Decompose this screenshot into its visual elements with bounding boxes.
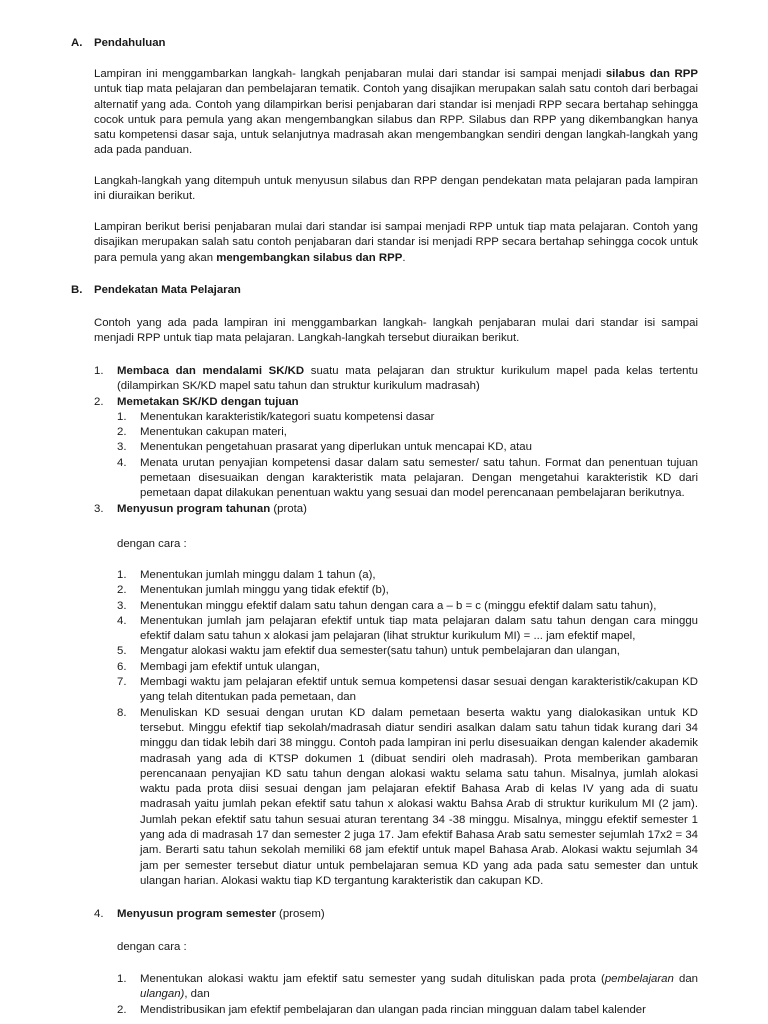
section-b-title: Pendekatan Mata Pelajaran bbox=[94, 284, 241, 296]
step-number: 4. bbox=[94, 908, 104, 920]
item-text: Membagi jam efektif untuk ulangan, bbox=[140, 660, 320, 673]
step-4 bbox=[94, 907, 698, 922]
item-text: Mendistribusikan jam efektif pembelajaran dan ulangan pada rincian mingguan dalam tabel kalender bbox=[140, 1003, 646, 1016]
step-3-dengan-cara: dengan cara : bbox=[117, 538, 187, 550]
item-number: 2. bbox=[117, 426, 127, 439]
list-item bbox=[117, 425, 698, 440]
section-b-paragraph-1: Contoh yang ada pada lampiran ini menggambarkan langkah- langkah penjabaran mulai dari standar isi sampai menjadi RPP untuk tiap mata pelajaran. Langkah-langkah tersebut diuraikan berikut. bbox=[94, 317, 698, 345]
item-text: Menentukan karakteristik/kategori suatu kompetensi dasar bbox=[140, 410, 435, 423]
item-text: Membagi waktu jam pelajaran efektif untuk semua kompetensi dasar sesuai dengan karakteristik/cakupan KD yang telah ditentukan pada pemetaan, dan bbox=[140, 676, 698, 704]
para-text: Lampiran ini menggambarkan langkah- langkah penjabaran mulai dari standar isi sampai menjadi bbox=[94, 68, 606, 80]
step-text: (prosem) bbox=[275, 908, 325, 920]
step-title: Memetakan SK/KD dengan tujuan bbox=[117, 395, 299, 408]
list-item bbox=[117, 1003, 698, 1018]
item-text: Menata urutan penyajian kompetensi dasar dalam satu semester/ satu tahun. Format dan penentuan tujuan pemetaan disesuaikan dengan karakteristik mata pelajaran. Dengan mengetahui karakteristik KD dari pemetaan dapat dilakukan penentuan waktu yang sesuai dan model perencanaan pembelajaran berikutnya. bbox=[140, 456, 698, 500]
item-number: 5. bbox=[117, 645, 127, 658]
step-text: suatu mata pelajaran dan struktur kurikulum mapel pada kelas tertentu (dilampirkan SK/KD mapel satu tahun dan struktur kurikulum madrasah) bbox=[117, 365, 699, 393]
item-text: Menentukan jumlah minggu dalam 1 tahun (a), bbox=[140, 569, 376, 581]
item-number: 7. bbox=[117, 676, 127, 689]
item-text: Menentukan jumlah minggu yang tidak efektif (b), bbox=[140, 584, 389, 597]
item-number: 3. bbox=[117, 441, 127, 454]
list-item bbox=[117, 706, 698, 890]
item-number: 2. bbox=[117, 584, 127, 597]
list-item bbox=[117, 583, 698, 598]
list-item bbox=[117, 599, 698, 614]
step-number: 3. bbox=[94, 502, 104, 515]
item-number: 4. bbox=[117, 614, 127, 627]
item-number: 1. bbox=[117, 410, 127, 423]
item-text: dan bbox=[673, 973, 698, 985]
item-italic-text: ulangan) bbox=[140, 988, 185, 1001]
item-number: 6. bbox=[117, 660, 127, 673]
list-item bbox=[117, 644, 698, 659]
step-title: Membaca dan mendalami SK/KD bbox=[117, 365, 305, 377]
step-3 bbox=[94, 502, 698, 517]
item-italic-text: pembelajaran bbox=[604, 973, 674, 985]
step-2-sublist bbox=[117, 410, 698, 502]
step-4-sublist bbox=[117, 972, 698, 1018]
section-a-paragraph-2: Langkah-langkah yang ditempuh untuk menyusun silabus dan RPP dengan pendekatan mata pelajaran pada lampiran ini diuraikan berikut. bbox=[94, 175, 698, 203]
item-number: 3. bbox=[117, 599, 127, 612]
step-2 bbox=[94, 395, 698, 502]
list-item bbox=[117, 614, 698, 645]
para-text: untuk tiap mata pelajaran dan pembelajaran tematik. Contoh yang disajikan merupakan salah satu contoh dari berbagai alternatif yang ada. Contoh yang dilampirkan berisi penjabaran dari standar isi menjadi RPP secara bertahap sehingga cocok untuk para pemula yang akan mengembangkan silabus dan RPP. Silabus dan RPP yang dikembangkan hanya satu kompetensi dasar saja, untuk selanjutnya madrasah akan mengembangkan sendiri dengan langkah-langkah yang ada pada panduan. bbox=[94, 83, 698, 157]
list-item bbox=[117, 972, 698, 1003]
section-a-heading bbox=[71, 36, 166, 51]
item-number: 2. bbox=[117, 1003, 127, 1016]
step-title: Menyusun program tahunan bbox=[117, 502, 271, 515]
item-number: 4. bbox=[117, 456, 127, 469]
item-text: Menuliskan KD sesuai dengan urutan KD dalam pemetaan beserta waktu yang dialokasikan untuk KD tersebut. Minggu efektif tiap sekolah/madrasah diatur sendiri asalkan dalam satu tahun tidak kurang dari 34 minggu dan tidak lebih dari 38 minggu. Contoh pada lampiran ini perlu disesuaikan dengan kalender akademik madrasah yang ada di KTSP dokumen 1 (dibuat sendiri oleh madrasah). Prota memberikan gambaran perencanaan penyajian KD satu tahun dengan alokasi waktu selama satu tahun. Misalnya, jumlah alokasi waktu pada prota diisi sesuai dengan jam pelajaran efektif Bahasa Arab di kelas IV yang ada di suatu madrasah yaitu jumlah pekan efektif satu tahun x alokasi waktu Bahsa Arab di struktur kurikulum MI (2 jam). Jumlah pekan efektif satu tahun sesuai aturan terentang 34 -38 minggu. Misalnya, minggu efektif semester 1 yang ada di madrasah 17 dan semester 2 juga 17. Jam efektif Bahasa Arab satu semester sejumlah 17x2 = 34 jam. Berarti satu tahun sekolah memiliki 68 jam efektif untuk mapel Bahasa Arab. Alokasi waktu sejumlah 34 jam per semester tersebut diatur untuk pembelajaran semua KD yang ada pada satu semester dan untuk ulangan harian. Alokasi waktu tiap KD tergantung karakteristik dan cakupan KD. bbox=[140, 706, 698, 887]
item-text: , dan bbox=[184, 988, 210, 1001]
item-number: 8. bbox=[117, 706, 127, 719]
step-number: 2. bbox=[94, 395, 104, 408]
step-number: 1. bbox=[94, 365, 104, 377]
step-text: (prota) bbox=[270, 502, 307, 515]
para-bold-text: silabus dan RPP bbox=[605, 68, 698, 80]
step-4-heading bbox=[94, 907, 698, 922]
list-item bbox=[117, 568, 698, 583]
item-text: Menentukan pengetahuan prasarat yang diperlukan untuk mencapai KD, atau bbox=[140, 441, 532, 454]
item-text: Menentukan cakupan materi, bbox=[140, 426, 287, 439]
list-item bbox=[117, 675, 698, 706]
item-text: Menentukan minggu efektif dalam satu tahun dengan cara a – b = c (minggu efektif dalam satu tahun), bbox=[140, 599, 657, 612]
list-item bbox=[117, 440, 698, 455]
section-b-number: B. bbox=[71, 284, 83, 296]
list-item bbox=[117, 410, 698, 425]
step-title: Menyusun program semester bbox=[117, 908, 276, 920]
item-text: Mengatur alokasi waktu jam efektif dua semester(satu tahun) untuk pembelajaran dan ulangan, bbox=[140, 645, 620, 658]
section-a-title: Pendahuluan bbox=[94, 37, 166, 49]
step-1 bbox=[94, 364, 698, 395]
section-a-number: A. bbox=[71, 37, 83, 49]
section-a-paragraph-1 bbox=[94, 67, 698, 159]
step-3-sublist bbox=[117, 568, 698, 889]
section-a-paragraph-3 bbox=[94, 220, 698, 266]
item-text: Menentukan jumlah jam pelajaran efektif untuk tiap mata pelajaran dalam satu tahun dengan cara minggu efektif dalam satu tahun x alokasi jam pelajaran (lihat struktur kurikulum MI) = ... jam efektif mapel, bbox=[140, 614, 698, 643]
list-item bbox=[117, 456, 698, 502]
item-text: Menentukan alokasi waktu jam efektif satu semester yang sudah dituliskan pada prota ( bbox=[140, 973, 605, 985]
list-item bbox=[117, 660, 698, 675]
para-text: . bbox=[402, 251, 406, 264]
para-text: Lampiran berikut berisi penjabaran mulai dari standar isi sampai menjadi RPP untuk tiap mata pelajaran. Contoh yang disajikan merupakan salah satu contoh penjabaran dari standar isi menjadi RPP secara bertahap sehingga cocok untuk para pemula yang akan bbox=[94, 221, 698, 264]
item-number: 1. bbox=[117, 569, 127, 581]
para-bold-text: mengembangkan silabus dan RPP bbox=[216, 251, 403, 264]
steps-list-1-3 bbox=[94, 364, 698, 517]
step-4-dengan-cara: dengan cara : bbox=[117, 941, 187, 953]
section-b-heading bbox=[71, 283, 241, 298]
item-number: 1. bbox=[117, 973, 127, 985]
